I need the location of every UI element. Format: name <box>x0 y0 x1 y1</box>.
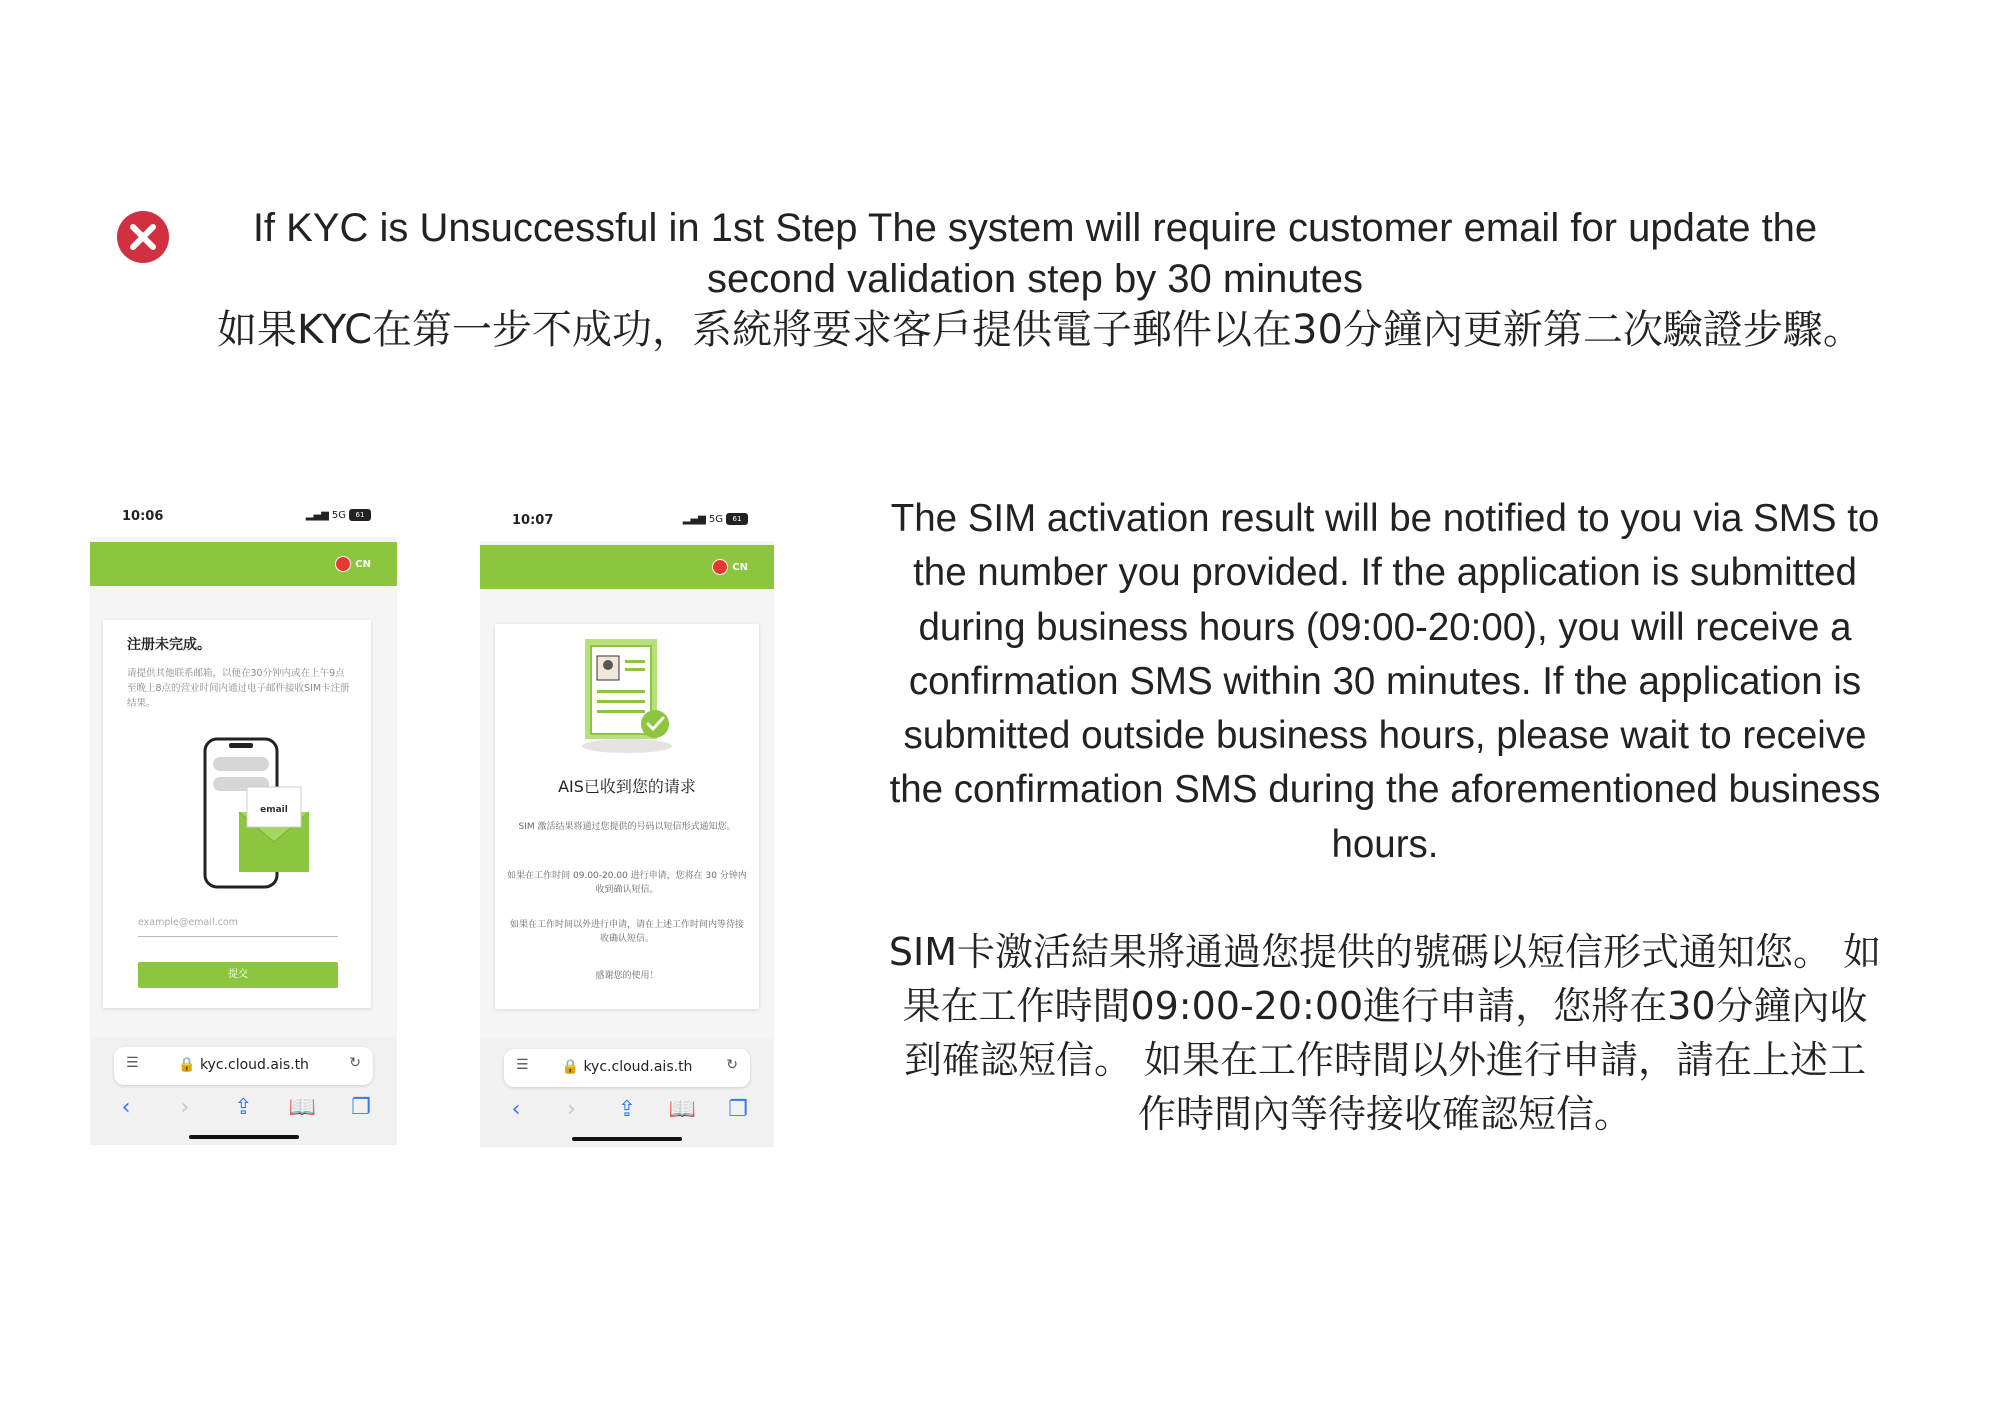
forward-icon[interactable]: › <box>180 1095 190 1120</box>
status-bar <box>90 497 397 537</box>
card-text-1: SIM 激活结果将通过您提供的号码以短信形式通知您。 <box>518 822 736 832</box>
card-text-3: 如果在工作时间以外进行申请，请在上述工作时间内等待接收确认短信。 <box>509 920 744 944</box>
bookmarks-icon[interactable]: 📖 <box>288 1095 316 1120</box>
language-switch[interactable] <box>335 556 371 572</box>
phone-screenshot-request-received <box>480 501 774 1147</box>
back-icon[interactable]: ‹ <box>121 1095 131 1120</box>
browser-toolbar <box>90 1037 397 1145</box>
url-bar[interactable] <box>504 1049 750 1087</box>
document-check-icon <box>577 634 677 754</box>
page-menu-icon[interactable]: ☰ <box>126 1055 139 1071</box>
card-text-2: 如果在工作时间 09.00-20.00 进行申请，您将在 30 分钟内收到确认短信。 <box>507 871 747 895</box>
battery-icon: 61 <box>726 513 748 525</box>
email-input[interactable]: example@email.com <box>138 910 338 937</box>
tabs-icon[interactable]: ❐ <box>728 1097 748 1122</box>
card-text-4: 感谢您的使用！ <box>595 971 659 981</box>
network-label: 5G <box>708 513 723 525</box>
signal-battery <box>683 513 748 525</box>
card-description: 请提供其他联系邮箱，以便在30分钟内或在上午9点至晚上8点的营业时间内通过电子邮件接收SIM卡注册结果。 <box>127 668 350 709</box>
language-label: CN <box>355 558 371 570</box>
battery-icon: 61 <box>349 509 371 521</box>
url-text: 🔒 kyc.cloud.ais.th <box>561 1059 693 1075</box>
envelope-label: email <box>260 805 288 815</box>
phone-email-illustration-icon <box>203 737 313 892</box>
heading-line-2: second validation step by 30 minutes <box>707 257 1363 301</box>
registration-card <box>103 620 371 1008</box>
browser-nav <box>496 1097 758 1125</box>
bookmarks-icon[interactable]: 📖 <box>668 1097 697 1122</box>
signal-icon: ▂▄▆ <box>305 509 329 521</box>
sms-notice-chinese: SIM卡激活結果將通過您提供的號碼以短信形式通知您。 如果在工作時間09:00-20:00進行申請，您將在30分鐘內收到確認短信。 如果在工作時間以外進行申請，請在上述工作時間內等待接收確認短信。 <box>888 930 1882 1136</box>
network-label: 5G <box>331 509 346 521</box>
submit-button[interactable]: 提交 <box>138 962 338 988</box>
language-switch[interactable] <box>712 559 748 575</box>
browser-toolbar <box>480 1039 774 1147</box>
china-flag-icon <box>335 556 351 572</box>
home-indicator <box>572 1137 682 1141</box>
status-time: 10:06 <box>122 509 164 524</box>
heading-chinese: 如果KYC在第一步不成功，系統將要求客戶提供電子郵件以在30分鐘內更新第二次驗證步驟。 <box>217 307 1863 353</box>
forward-icon[interactable]: › <box>567 1097 576 1122</box>
share-icon[interactable]: ⇪ <box>617 1097 637 1122</box>
signal-icon: ▂▄▆ <box>682 513 706 525</box>
request-received-card <box>495 624 759 1009</box>
share-icon[interactable]: ⇪ <box>234 1095 253 1120</box>
home-indicator <box>189 1135 299 1139</box>
sms-notice-english: The SIM activation result will be notified to you via SMS to the number you provided. If the application is submitted during business hours (09:00-20:00), you will receive a confirmation SMS within 30 minutes. If the application is submitted outside business hours, please wait to receive the confirmation SMS during the aforementioned business hours. <box>889 497 1881 866</box>
url-text: 🔒 kyc.cloud.ais.th <box>178 1057 309 1073</box>
signal-battery <box>306 509 371 521</box>
browser-nav <box>106 1095 381 1123</box>
page-menu-icon[interactable]: ☰ <box>516 1057 529 1073</box>
language-label: CN <box>732 561 748 573</box>
heading <box>150 203 1920 305</box>
status-time: 10:07 <box>512 513 554 528</box>
china-flag-icon <box>712 559 728 575</box>
card-title: AIS已收到您的请求 <box>558 777 696 796</box>
reload-icon[interactable]: ↻ <box>349 1055 361 1071</box>
tabs-icon[interactable]: ❐ <box>351 1095 371 1120</box>
app-header <box>90 542 397 586</box>
card-title: 注册未完成。 <box>127 637 211 653</box>
status-bar <box>480 501 774 541</box>
reload-icon[interactable]: ↻ <box>726 1057 738 1073</box>
url-bar[interactable] <box>114 1047 373 1085</box>
app-header <box>480 545 774 589</box>
phone-screenshot-email-request <box>90 497 397 1145</box>
heading-line-1: If KYC is Unsuccessful in 1st Step The system will require customer email for update the <box>252 206 1818 250</box>
back-icon[interactable]: ‹ <box>511 1097 521 1122</box>
